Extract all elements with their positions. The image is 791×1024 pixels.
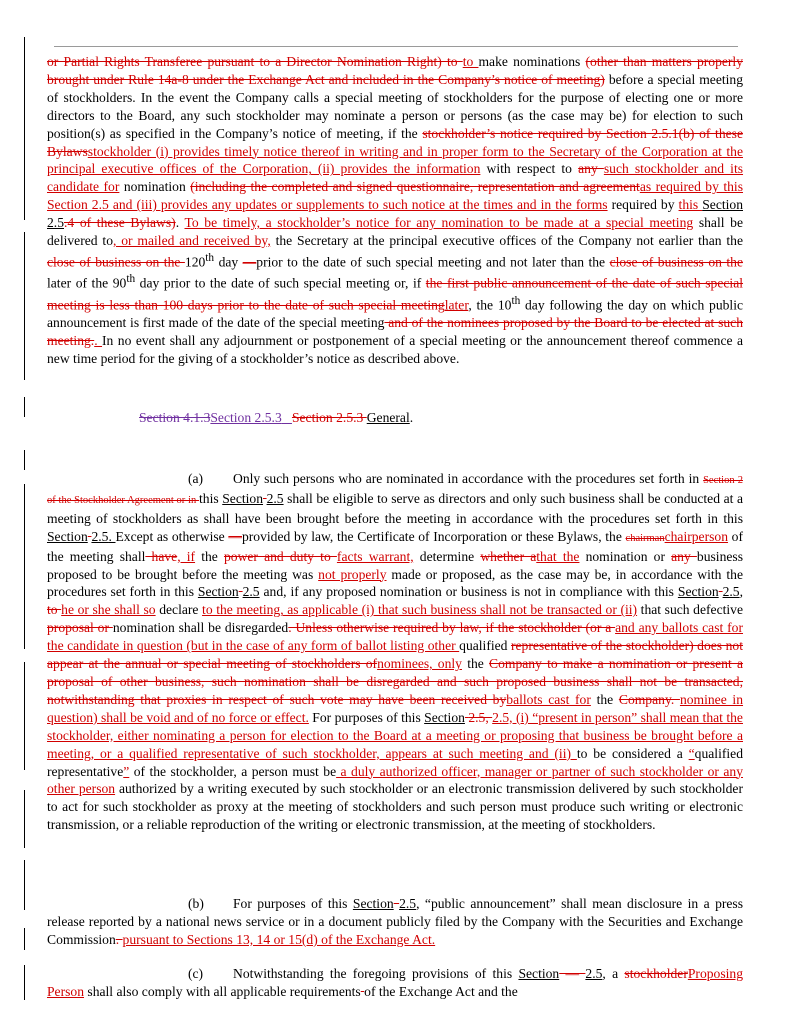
header-rule <box>54 46 738 47</box>
paragraph-special-meeting-nominations: or Partial Rights Transferee pursuant to a Director Nomination Right) to to make nominations (other than matters properly brought under Rule 14a-8 under the Exchange Act and included in the Company’s notice of meeting) before a special meeting of stockholders. In the event the Company calls a special meeting of stockholders for the purpose of electing one or more directors to the Board, any such stockholder may nominate a person or persons (as the case may be) for election to such position(s) as specified in the Company’s notice of meeting, if the stockholder’s notice required by Section 2.5.1(b) of these Bylawsstockholder (i) provides timely notice thereof in writing and in proper form to the Secretary of the Corporation at the principal executive offices of the Corporation, (ii) provides the information with respect to any such stockholder and its candidate for nomination (including the completed and signed questionnaire, representation and agreementas required by this Section 2.5 and (iii) provides any updates or supplements to such notice at the times and in the forms required by this Section 2.5.4 of these Bylaws). To be timely, a stockholder’s notice for any nomination to be made at a special meeting shall be delivered to, or mailed and received by, the Secretary at the principal executive offices of the Company not earlier than the close of business on the 120th day —prior to the date of such special meeting and not later than the close of business on the later of the 90th day prior to the date of such special meeting or, if the first public announcement of the date of such special meeting is less than 100 days prior to the date of such special meetinglater, the 10th day following the day on which public announcement is first made of the date of the special meeting and of the nominees proposed by the Board to be elected at such meeting.. In no event shall any adjournment or postponement of a special meeting or the announcement thereof commence a new time period for the giving of a stockholder’s notice as described above. <box>47 54 744 367</box>
change-bar <box>24 790 25 848</box>
change-bar <box>24 662 25 770</box>
item-label-a: (a) <box>188 471 204 486</box>
change-bar <box>24 484 25 649</box>
item-label-c: (c) <box>188 966 204 981</box>
change-bar <box>24 928 25 950</box>
change-bar <box>24 450 25 470</box>
paragraph-a: (a) Only such persons who are nominated in accordance with the procedures set forth in Section 2 of the Stockholder Agreement or in this Section 2.5 shall be eligible to serve as directors and only such business shall be conducted at a meeting of stockholders as shall have been brought before the meeting in accordance with the procedures set forth in this Section 2.5. Except as otherwise —provided by law, the Certificate of Incorporation or these Bylaws, the chairmanchairperson of the meeting shall have, if the power and duty to facts warrant, determine whether athat the nomination or any business proposed to be brought before the meeting was not properly made or proposed, as the case may be, in accordance with the procedures set forth in this Section 2.5 and, if any proposed nomination or business is not in compliance with this Section 2.5, to he or she shall so declare to the meeting, as applicable (i) that such business shall not be transacted or (ii) that such defective proposal or nomination shall be disregarded. Unless otherwise required by law, if the stockholder (or a and any ballots cast for the candidate in question (but in the case of any form of ballot listing other qualified representative of the stockholder) does not appear at the annual or special meeting of stockholders ofnominees, only the Company to make a nomination or present a proposal of other business, such nomination shall be disregarded and such proposed business shall not be transacted, notwithstanding that proxies in respect of such vote may have been received byballots cast for the Company. nominee in question) shall be void and of no force or effect. For purposes of this Section 2.5, 2.5, (i) “present in person” shall mean that the stockholder, either nominating a person for election to the Board at a meeting or proposing that business be brought before a meeting, or a qualified representative of such stockholder, appears at such meeting and (ii) to be considered a “qualified representative” of the stockholder, a person must be a duly authorized officer, manager or partner of such stockholder or any other person authorized by a writing executed by such stockholder or an electronic transmission delivered by such stockholder to act for such stockholder as proxy at the meeting of stockholders and such person must produce such writing or electronic transmission, or a reliable reproduction of the writing or electronic transmission, at the meeting of stockholders. <box>47 471 744 833</box>
change-bar <box>24 232 25 380</box>
change-bar <box>24 37 25 220</box>
paragraph-b: (b) For purposes of this Section 2.5, “public announcement” shall mean disclosure in a press release reported by a national news service or in a document publicly filed by the Company with the Securities and Exchange Commission. pursuant to Sections 13, 14 or 15(d) of the Exchange Act. <box>47 896 744 947</box>
item-label-b: (b) <box>188 896 204 911</box>
change-bar <box>24 965 25 1000</box>
change-bar <box>24 397 25 417</box>
section-heading: Section 4.1.3Section 2.5.3 Section 2.5.3 General. <box>139 410 414 425</box>
paragraph-c: (c) Notwithstanding the foregoing provisions of this Section — 2.5, a stockholderProposing Person shall also comply with all applicable requirements of the Exchange Act and the <box>47 966 743 999</box>
change-bar <box>24 860 25 910</box>
